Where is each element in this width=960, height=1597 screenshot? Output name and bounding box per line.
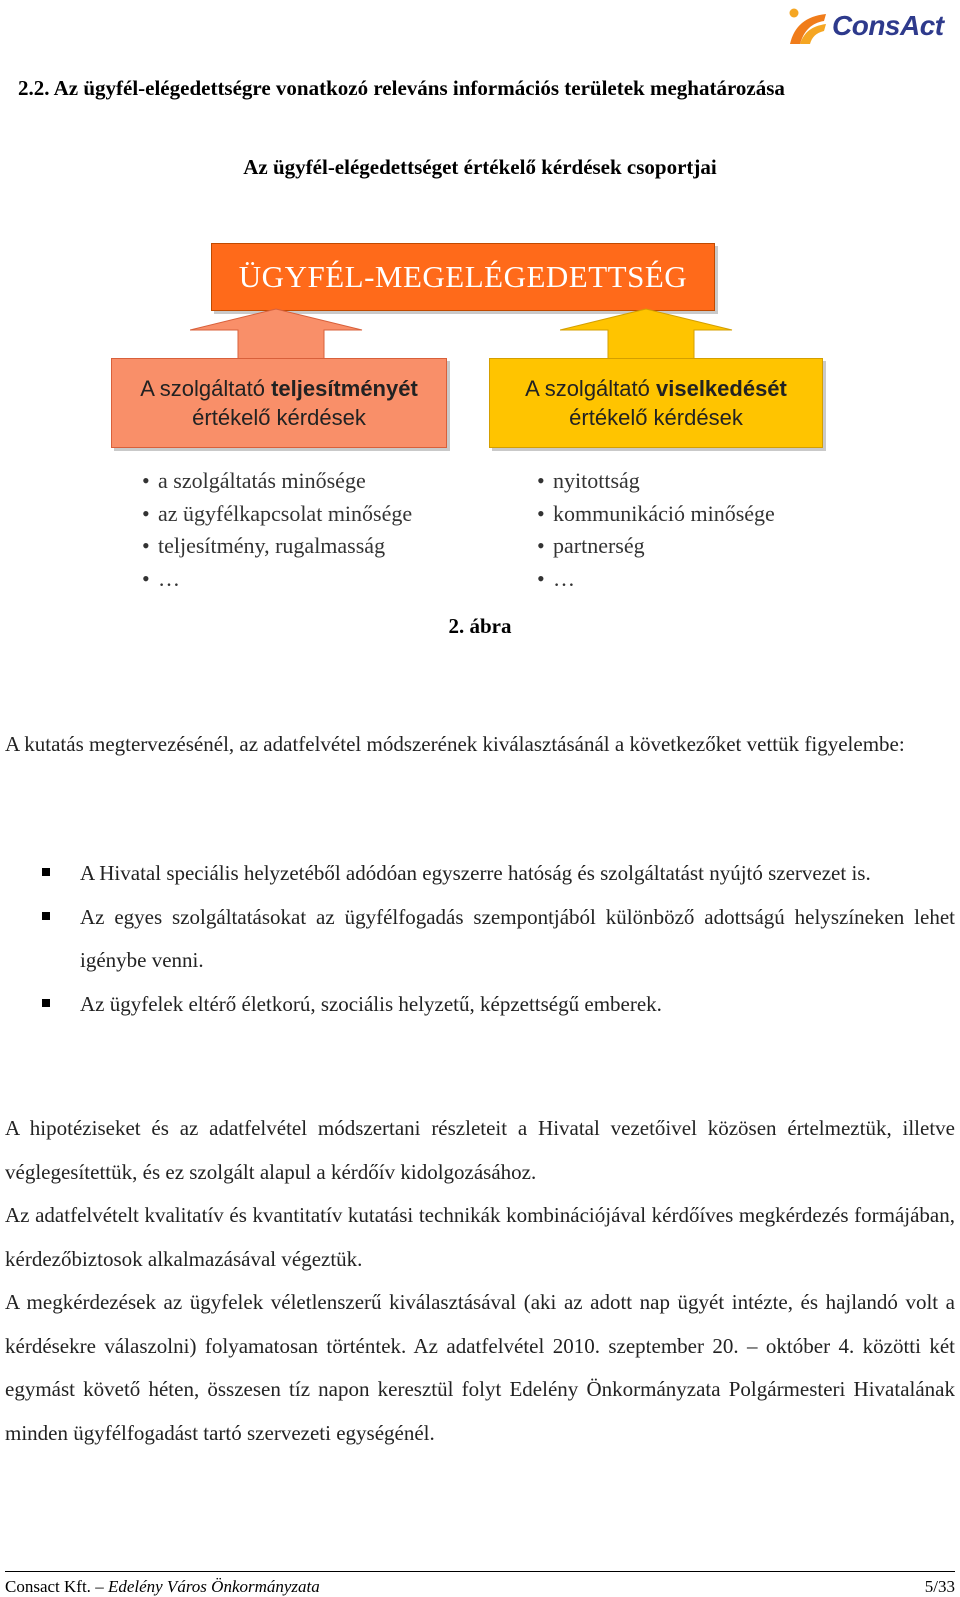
figure-title: Az ügyfél-elégedettséget értékelő kérdések csoportjai — [243, 155, 717, 179]
consact-logo — [786, 4, 956, 48]
left-up-arrow — [190, 307, 370, 359]
list-item: Az ügyfelek eltérő életkorú, szociális helyzetű, képzettségű emberek. — [42, 983, 955, 1027]
footer-client: Edelény Város Önkormányzata — [107, 1577, 320, 1596]
logo-text: ConsAct — [832, 10, 944, 41]
performance-questions-box — [111, 358, 447, 448]
method-paragraph: Az adatfelvételt kvalitatív és kvantitatív kutatási technikák kombinációjával kérdőíves megkérdezés formájában, kérdezőbiztosok alkalmazásával végeztük. — [5, 1203, 955, 1271]
right-up-arrow — [560, 307, 740, 359]
considerations-list — [42, 852, 955, 1026]
figure-caption: 2. ábra — [448, 614, 512, 638]
list-item: • teljesítmény, rugalmasság — [142, 530, 412, 563]
list-item: • partnerség — [537, 530, 775, 563]
list-item: • nyitottság — [537, 465, 775, 498]
list-item: • … — [142, 563, 412, 596]
behavior-box-line1: A szolgáltató viselkedését — [525, 376, 787, 401]
intro-paragraph: A kutatás megtervezésénél, az adatfelvétel módszerének kiválasztásánál a következőket vettük figyelembe: — [5, 732, 905, 756]
list-item: • a szolgáltatás minősége — [142, 465, 412, 498]
footer-divider — [5, 1571, 955, 1572]
behavior-questions-box — [489, 358, 823, 448]
performance-box-line1: A szolgáltató teljesítményét — [140, 376, 418, 401]
logo-mark-icon — [786, 4, 832, 48]
list-item: A Hivatal speciális helyzetéből adódóan egyszerre hatóság és szolgáltatást nyújtó szervezet is. — [42, 852, 955, 896]
behavior-box-line2: értékelő kérdések — [569, 405, 743, 430]
footer-company: Consact Kft. — [5, 1577, 91, 1596]
satisfaction-box: ÜGYFÉL-MEGELÉGEDETTSÉG — [211, 243, 715, 311]
list-item: • kommunikáció minősége — [537, 498, 775, 531]
behavior-bullet-list — [537, 465, 775, 595]
section-heading: 2.2. Az ügyfél-elégedettségre vonatkozó releváns információs területek meghatározása — [18, 76, 785, 100]
hypotheses-paragraph: A hipotéziseket és az adatfelvétel módszertani részleteit a Hivatal vezetőivel közösen értelmeztük, illetve véglegesítettük, és ez szolgált alapul a kérdőív kidolgozásához. — [5, 1116, 955, 1184]
list-item: • az ügyfélkapcsolat minősége — [142, 498, 412, 531]
list-item: Az egyes szolgáltatásokat az ügyfélfogadás szempontjából különböző adottságú helyszíneken lehet igénybe venni. — [42, 896, 955, 983]
performance-bullet-list — [142, 465, 412, 595]
page-number: 5/33 — [924, 1577, 955, 1596]
list-item: • … — [537, 563, 775, 596]
footer-source — [5, 1577, 320, 1597]
performance-box-line2: értékelő kérdések — [192, 405, 366, 430]
footer-separator: – — [90, 1577, 108, 1596]
timing-paragraph: A megkérdezések az ügyfelek véletlenszerű kiválasztásával (aki az adott nap ügyét intézte, és hajlandó volt a kérdésekre válaszolni) folyamatosan történtek. Az adatfelvétel 2010. szeptember 20. – október 4. közötti két egymást követő héten, összesen tíz napon keresztül folyt Edelény Önkormányzata Polgármesteri Hivatalának minden ügyfélfogadást tartó szervezeti egységénél. — [5, 1290, 955, 1445]
